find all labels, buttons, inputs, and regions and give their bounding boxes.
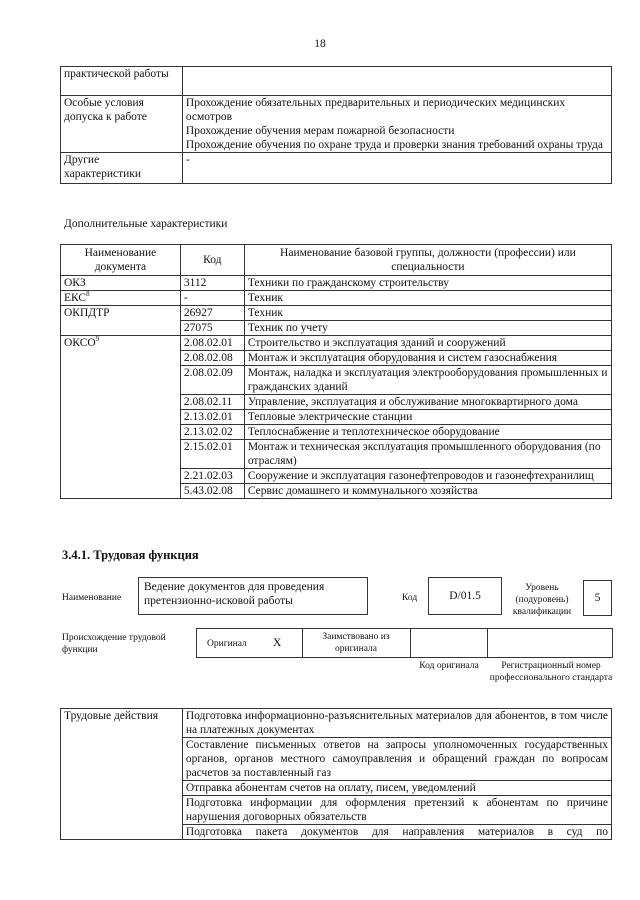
level-box — [583, 580, 612, 616]
footnote-ref: 9 — [95, 335, 100, 344]
header-row — [61, 245, 612, 276]
code-cell: 27075 — [180, 321, 244, 336]
code-cell: 2.08.02.08 — [180, 351, 244, 366]
name-cell: Техники по гражданскому строительству — [244, 276, 611, 291]
code-cell: - — [180, 291, 244, 306]
labor-item: Составление письменных ответов на запросы уполномоченных государственных органов, органов местного самоуправления и обращений граждан по вопросам расчетов за поставленный газ — [182, 738, 611, 781]
name-cell: Техник по учету — [244, 321, 611, 336]
page-number: 18 — [314, 38, 326, 50]
additional-title: Дополнительные характеристики — [64, 218, 228, 230]
table-row — [61, 153, 612, 184]
level-label: Уровень (подуровень) квалификации — [512, 583, 572, 617]
code-cell: 26927 — [180, 306, 244, 321]
reg-number-label: Регистрационный номер профессионального стандарта — [489, 661, 613, 683]
code-cell: 2.08.02.09 — [180, 366, 244, 395]
name-label: Наименование — [62, 593, 122, 603]
borrowed-label: Заимствовано из оригинала — [322, 632, 390, 654]
table-row — [61, 96, 612, 153]
name-cell: Монтаж и техническая эксплуатация промышленного оборудования (по отраслям) — [244, 440, 611, 469]
table-row — [61, 306, 612, 321]
header-code: Код — [180, 245, 244, 276]
code-cell: 2.15.02.01 — [180, 440, 244, 469]
row-label: Особые условия допуска к работе — [61, 96, 183, 153]
code-cell: 3112 — [180, 276, 244, 291]
header-name: Наименование базовой группы, должности (профессии) или специальности — [244, 245, 611, 276]
header-doc: Наименование документа — [61, 245, 181, 276]
code-cell: 2.21.02.03 — [180, 469, 244, 484]
origin-label: Происхождение трудовой функции — [62, 633, 166, 655]
condition-item: Прохождение обучения мерам пожарной безопасности — [185, 125, 455, 137]
doc-okpdtr: ОКПДТР — [61, 306, 181, 336]
level-value: 5 — [594, 592, 601, 604]
original-mark: X — [273, 637, 282, 649]
labor-item: Подготовка информации для оформления претензий к абонентам по причине нарушения договорных обязательств — [182, 796, 611, 825]
code-cell: 2.08.02.11 — [180, 395, 244, 410]
code-cell: 5.43.02.08 — [180, 484, 244, 499]
name-cell: Монтаж, наладка и эксплуатация электрооборудования промышленных и гражданских зданий — [244, 366, 611, 395]
row-label: Другие характеристики — [61, 153, 183, 184]
labor-label: Трудовые действия — [61, 709, 183, 840]
name-cell: Техник — [244, 306, 611, 321]
doc-okso: ОКСО$^9$ — [61, 336, 181, 499]
footnote-ref: 8 — [86, 290, 90, 299]
name-cell: Монтаж и эксплуатация оборудования и систем газоснабжения — [244, 351, 611, 366]
name-cell: Теплоснабжение и теплотехническое оборудование — [244, 425, 611, 440]
condition-item: Прохождение обязательных предварительных и периодических медицинских осмотров — [185, 97, 566, 123]
code-original-label: Код оригинала — [419, 661, 479, 671]
row-value: - — [182, 153, 611, 184]
table-row — [61, 67, 612, 96]
name-cell: Сервис домашнего и коммунального хозяйства — [244, 484, 611, 499]
section-title: 3.4.1. Трудовая функция — [62, 548, 199, 562]
labor-item: Отправка абонентам счетов на оплату, писем, уведомлений — [182, 781, 611, 796]
code-cell: 2.08.02.01 — [180, 336, 244, 351]
name-cell: Сооружение и эксплуатация газонефтепроводов и газонефтехранилищ — [244, 469, 611, 484]
name-cell: Управление, эксплуатация и обслуживание многоквартирного дома — [244, 395, 611, 410]
name-cell: Строительство и эксплуатация зданий и сооружений — [244, 336, 611, 351]
code-label: Код — [402, 593, 418, 603]
conditions-table — [60, 66, 612, 184]
original-label: Оригинал — [207, 639, 247, 649]
function-code: D/01.5 — [449, 590, 481, 602]
name-cell: Техник — [244, 291, 611, 306]
doc-eks: ЕКС$^8$ — [61, 291, 181, 306]
table-row — [61, 291, 612, 306]
doc-okz: ОКЗ — [61, 276, 181, 291]
function-name: Ведение документов для проведения претензионно-исковой работы — [144, 581, 325, 607]
function-name-box — [138, 577, 368, 615]
row-label: практической работы — [61, 67, 183, 96]
function-code-box — [428, 577, 502, 615]
code-cell: 2.13.02.01 — [180, 410, 244, 425]
labor-item: Подготовка пакета документов для направления материалов в суд по — [182, 825, 611, 840]
condition-item: Прохождение обучения по охране труда и проверки знания требований охраны труда — [185, 139, 603, 151]
labor-actions-table — [60, 708, 612, 840]
code-cell: 2.13.02.02 — [180, 425, 244, 440]
table-row — [61, 276, 612, 291]
name-cell: Тепловые электрические станции — [244, 410, 611, 425]
additional-table — [60, 244, 612, 499]
table-row — [61, 336, 612, 351]
table-row — [61, 709, 612, 738]
labor-item: Подготовка информационно-разъяснительных материалов для абонентов, в том числе на платежных документах — [182, 709, 611, 738]
